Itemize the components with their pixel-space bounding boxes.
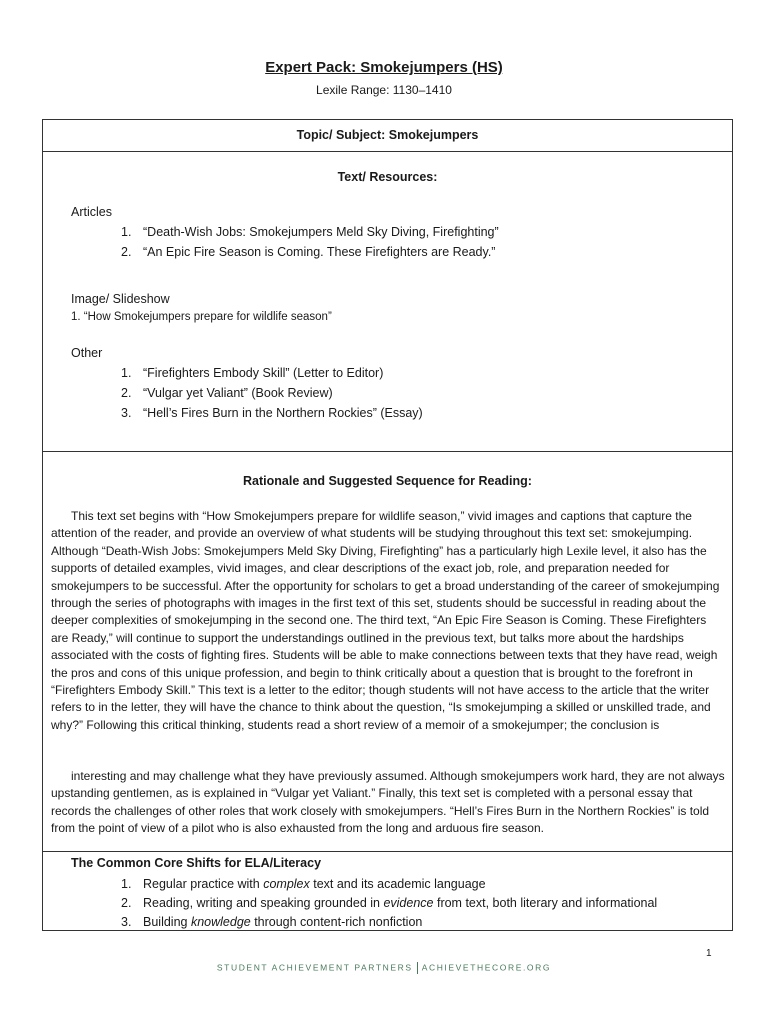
list-item: 2. “Vulgar yet Valiant” (Book Review) bbox=[121, 386, 333, 400]
list-item: 3. Building knowledge through content-rich nonfiction bbox=[121, 915, 423, 929]
footer-divider bbox=[417, 962, 418, 974]
topic-heading: Topic/ Subject: Smokejumpers bbox=[296, 128, 479, 142]
list-item: 1. Regular practice with complex text and its academic language bbox=[121, 877, 486, 891]
articles-list bbox=[121, 222, 499, 262]
document-title: Expert Pack: Smokejumpers (HS) bbox=[265, 59, 503, 76]
list-item: 2. “An Epic Fire Season is Coming. These Firefighters are Ready.” bbox=[121, 245, 496, 259]
resources-box bbox=[42, 151, 733, 452]
rationale-box bbox=[42, 451, 733, 852]
list-item: 3. “Hell’s Fires Burn in the Northern Rockies” (Essay) bbox=[121, 406, 423, 420]
rationale-heading: Rationale and Suggested Sequence for Reading: bbox=[243, 474, 532, 488]
articles-label: Articles bbox=[71, 205, 112, 219]
image-slideshow-label: Image/ Slideshow bbox=[71, 292, 170, 306]
rationale-paragraph-2: interesting and may challenge what they have previously assumed. Although smokejumpers work hard, they are not always upstanding gentlemen, as is explained in “Vulgar yet Valiant.” Finally, this text set is completed with a personal essay that records the challenges of other roles that work closely with smokejumpers. “Hell’s Fires Burn in the Northern Rockies” is told from the point of view of a pilot who is also exhausted from the long and arduous fire season. bbox=[51, 769, 725, 836]
list-item: 2. Reading, writing and speaking grounded in evidence from text, both literary and informational bbox=[121, 896, 658, 910]
lexile-range: Lexile Range: 1130–1410 bbox=[316, 83, 452, 97]
list-item: 1. “Death-Wish Jobs: Smokejumpers Meld Sky Diving, Firefighting” bbox=[121, 225, 499, 239]
topic-box bbox=[42, 119, 733, 152]
list-item: 1. “Firefighters Embody Skill” (Letter to Editor) bbox=[121, 366, 384, 380]
shifts-heading: The Common Core Shifts for ELA/Literacy bbox=[71, 856, 322, 870]
footer-org: STUDENT ACHIEVEMENT PARTNERS bbox=[216, 962, 413, 973]
image-slideshow-item: 1. “How Smokejumpers prepare for wildlife season” bbox=[71, 311, 332, 323]
rationale-paragraph-1: This text set begins with “How Smokejumpers prepare for wildlife season,” vivid images and captions that capture the attention of the reader, and provide an overview of what students will be studying throughout this text set: smokejumping. Although “Death-Wish Jobs: Smokejumpers Meld Sky Diving, Firefighting” has a particularly high Lexile level, it also has the supports of detailed examples, vivid images, and clear descriptions of the exact job, role, and preparation needed for smokejumpers to be successful. After the opportunity for scholars to get a broad understanding of the career of smokejumping through the series of photographs with images in the first text of this set, students should be successful in reading about the deeper complexities of smokejumping in the second one. The third text, “An Epic Fire Season is Coming. These Firefighters are Ready,” will continue to support the understandings outlined in the previous text, but talks more about the hardships associated with the costs of fighting fires. Students will be able to make connections between texts that they have read, weigh the pros and cons of this unique profession, and begin to think critically about a question that is brought to the forefront in “Firefighters Embody Skill.” This text is a letter to the editor; though students will not have access to the article that the writer refers to in the letter, they will have the chance to think about the question, “Is smokejumping a skilled or unskilled trade, and why?” Following this critical thinking, students read a short review of a memoir of a smokejumper; the conclusion is bbox=[51, 509, 720, 732]
footer bbox=[0, 962, 768, 974]
shifts-list bbox=[121, 875, 657, 932]
page-number: 1 bbox=[706, 948, 712, 959]
other-label: Other bbox=[71, 346, 103, 360]
resources-heading: Text/ Resources: bbox=[337, 170, 438, 184]
footer-site: ACHIEVETHECORE.ORG bbox=[421, 962, 552, 973]
other-list bbox=[121, 363, 423, 423]
shifts-box bbox=[42, 851, 733, 931]
